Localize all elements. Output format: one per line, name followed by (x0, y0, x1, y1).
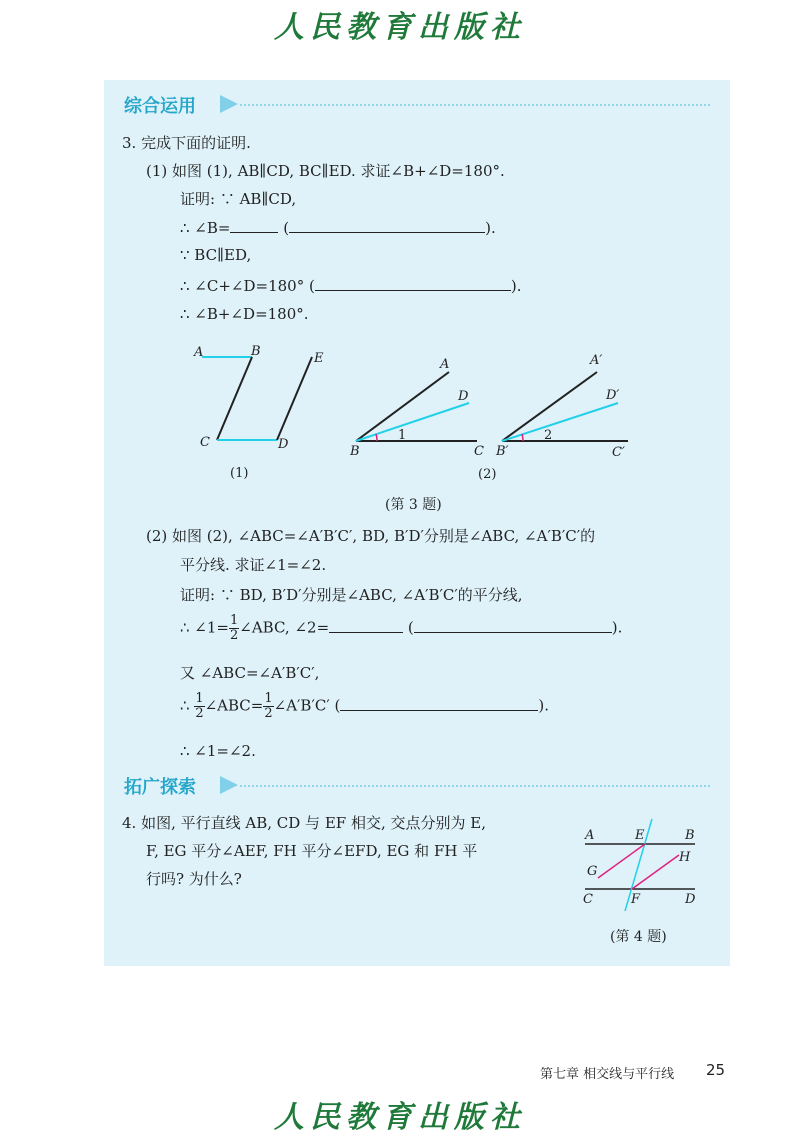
q3-title: 3. 完成下面的证明. (122, 134, 251, 152)
fig4-label-a: A (585, 828, 595, 843)
publisher-logo-top: 人民教育出版社 (274, 10, 526, 45)
q3-p1-line2-b: ( (278, 219, 290, 237)
fig4-label-g: G (587, 864, 598, 879)
fig2-label-bp: B′ (496, 444, 509, 459)
q3-p2-line4 (180, 692, 549, 721)
q3-p2-line4-b: ∠ABC= (204, 696, 264, 715)
q4-line1: 4. 如图, 平行直线 AB, CD 与 EF 相交, 交点分别为 E, (122, 814, 486, 832)
section-divider (240, 785, 710, 787)
q3-p2-line2 (180, 614, 622, 643)
q3-p2-line4-a: ∴ (180, 696, 195, 715)
q3-p1-line2-c: ). (485, 219, 496, 237)
fig4-label-b: B (685, 828, 695, 843)
fraction-denominator: 2 (195, 706, 204, 721)
q3-p1-line4 (180, 276, 521, 295)
q4-line3: 行吗? 为什么? (146, 870, 242, 888)
fraction-numerator: 1 (264, 691, 273, 706)
q4-line2: F, EG 平分∠AEF, FH 平分∠EFD, EG 和 FH 平 (146, 842, 478, 860)
q3-p2-line2-c: ( (403, 618, 414, 637)
fig4-label-h: H (679, 850, 691, 865)
answer-blank[interactable] (329, 618, 403, 633)
q3-p1-line3: ∵ BC∥ED, (180, 246, 252, 264)
section-divider (240, 104, 710, 106)
fig1-label-d: D (278, 437, 289, 452)
figure-1 (190, 340, 330, 480)
page-number: 25 (706, 1061, 726, 1079)
section-arrow-icon (220, 776, 238, 794)
fig1-label-c: C (200, 435, 210, 450)
publisher-logo-bottom: 人民教育出版社 (274, 1100, 526, 1135)
q3-p2-line2-a: ∴ ∠1= (180, 618, 229, 637)
q3-figure-caption: (第 3 题) (385, 497, 442, 513)
fraction-denominator: 2 (230, 628, 239, 643)
fig4-label-c: C (583, 892, 593, 907)
fig2-label-a: A (440, 357, 450, 372)
q3-p2-line4-d: ). (538, 696, 549, 715)
figure-2 (340, 350, 640, 485)
q3-p2-line3: 又 ∠ABC=∠A′B′C′, (180, 664, 320, 682)
answer-blank[interactable] (230, 218, 278, 233)
section-arrow-icon (220, 95, 238, 113)
section-title-extension: 拓广探索 (124, 777, 196, 798)
fig1-label-b: B (251, 344, 261, 359)
fig2-label-dp: D′ (606, 388, 620, 403)
fig2-label-angle2: 2 (544, 428, 553, 443)
fraction-one-half (263, 692, 273, 721)
q3-p2-line1: 证明: ∵ BD, B′D′分别是∠ABC, ∠A′B′C′的平分线, (180, 586, 523, 604)
fig1-label-e: E (314, 351, 324, 366)
footer-chapter: 第七章 相交线与平行线 (540, 1067, 675, 1082)
fig1-label-a: A (194, 345, 204, 360)
fig2-caption: (2) (478, 467, 497, 482)
q3-p2-line2-d: ). (611, 618, 623, 637)
fig2-label-d: D (458, 389, 469, 404)
q3-p2-statement1: (2) 如图 (2), ∠ABC=∠A′B′C′, BD, B′D′分别是∠ABC, ∠A′B′C′的 (146, 527, 596, 545)
q4-figure-caption: (第 4 题) (610, 929, 667, 945)
fraction-one-half (194, 692, 204, 721)
figure-q4 (575, 815, 705, 915)
fig4-label-d: D (685, 892, 696, 907)
fraction-numerator: 1 (230, 613, 239, 628)
fig4-label-e: E (635, 828, 645, 843)
q3-p1-line5: ∴ ∠B+∠D=180°. (180, 305, 309, 323)
q3-p1-line2-a: ∴ ∠B= (180, 219, 231, 237)
reason-blank[interactable] (414, 618, 612, 633)
fig2-label-c: C (474, 444, 484, 459)
fig1-caption: (1) (230, 466, 249, 480)
q3-p1-line4-b: ). (510, 277, 522, 295)
fig2-label-cp: C′ (612, 445, 625, 460)
q3-p2-line4-c: ∠A′B′C′ ( (273, 696, 341, 715)
q3-p1-statement: (1) 如图 (1), AB∥CD, BC∥ED. 求证∠B+∠D=180°. (146, 162, 505, 180)
section-title-comprehensive: 综合运用 (124, 96, 196, 117)
q3-p1-line1: 证明: ∵ AB∥CD, (180, 190, 297, 208)
q3-p2-line2-b: ∠ABC, ∠2= (239, 618, 330, 637)
q3-p1-line4-a: ∴ ∠C+∠D=180° ( (180, 277, 315, 295)
fraction-one-half (229, 614, 239, 643)
fig2-label-angle1: 1 (398, 428, 407, 443)
q3-p1-line2 (180, 218, 496, 237)
reason-blank[interactable] (340, 696, 538, 711)
fraction-denominator: 2 (264, 706, 273, 721)
fig2-label-ap: A′ (590, 353, 603, 368)
q3-p2-statement2: 平分线. 求证∠1=∠2. (180, 556, 327, 574)
fig2-label-b: B (350, 444, 360, 459)
fraction-numerator: 1 (195, 691, 204, 706)
reason-blank[interactable] (289, 218, 485, 233)
reason-blank[interactable] (315, 276, 511, 291)
fig4-label-f: F (631, 892, 641, 907)
q3-p2-line5: ∴ ∠1=∠2. (180, 742, 256, 760)
